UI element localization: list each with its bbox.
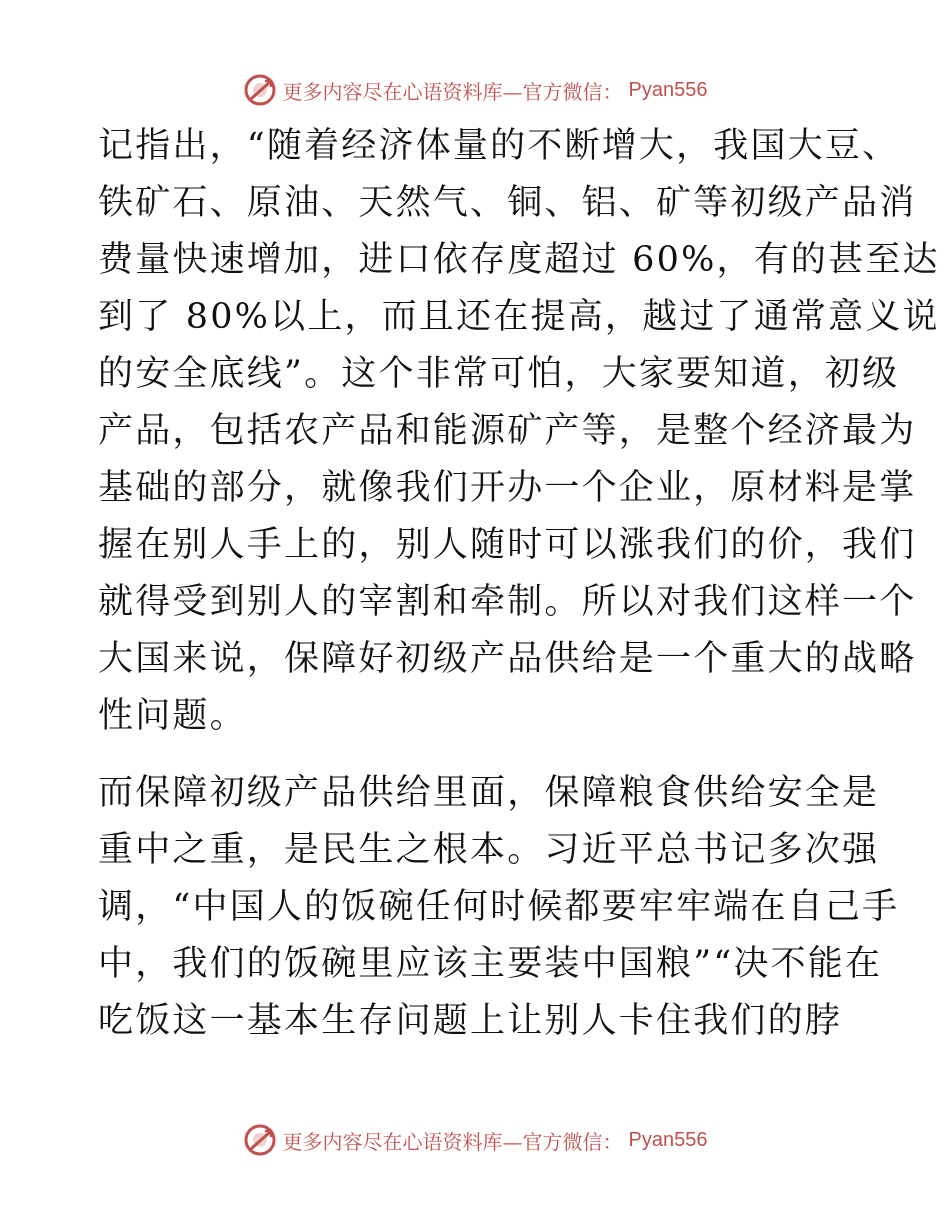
watermark-wechat-id: Pyan556 bbox=[628, 1128, 708, 1151]
text-line: 到了 80%以上，而且还在提高，越过了通常意义说 bbox=[98, 297, 940, 337]
page-footer-watermark bbox=[0, 1120, 950, 1160]
paragraph-2 bbox=[98, 765, 900, 1050]
text-line: 记指出，“随着经济体量的不断增大，我国大豆、 bbox=[98, 126, 900, 166]
text-line: 调，“中国人的饭碗任何时候都要牢牢端在自己手 bbox=[98, 887, 900, 927]
text-line: 性问题。 bbox=[98, 696, 247, 736]
watermark-text: 更多内容尽在心语资料库—官方微信： bbox=[282, 1129, 623, 1154]
text-line: 大国来说，保障好初级产品供给是一个重大的战略 bbox=[98, 639, 917, 679]
watermark-text: 更多内容尽在心语资料库—官方微信： bbox=[282, 79, 623, 104]
text-line: 而保障初级产品供给里面，保障粮食供给安全是 bbox=[98, 773, 880, 813]
text-line: 握在别人手上的，别人随时可以涨我们的价，我们 bbox=[98, 525, 917, 565]
text-line: 吃饭这一基本生存问题上让别人卡住我们的脖 bbox=[98, 1001, 843, 1041]
document-body bbox=[98, 118, 940, 1050]
text-line: 费量快速增加，进口依存度超过 60%，有的甚至达 bbox=[98, 240, 940, 280]
text-line: 产品，包括农产品和能源矿产等，是整个经济最为 bbox=[98, 411, 917, 451]
text-line: 中，我们的饭碗里应该主要装中国粮”“决不能在 bbox=[98, 944, 883, 984]
page-header-watermark bbox=[0, 70, 950, 110]
text-line: 的安全底线”。这个非常可怕，大家要知道，初级 bbox=[98, 354, 900, 394]
text-line: 重中之重，是民生之根本。习近平总书记多次强 bbox=[98, 830, 880, 870]
watermark-wechat-id: Pyan556 bbox=[628, 78, 708, 101]
text-line: 就得受到别人的宰割和牵制。所以对我们这样一个 bbox=[98, 582, 917, 622]
text-line: 基础的部分，就像我们开办一个企业，原材料是掌 bbox=[98, 468, 917, 508]
logo-icon bbox=[243, 73, 277, 107]
paragraph-spacer bbox=[98, 745, 858, 765]
text-line: 铁矿石、原油、天然气、铜、铝、矿等初级产品消 bbox=[98, 183, 917, 223]
logo-icon bbox=[243, 1123, 277, 1157]
paragraph-1 bbox=[98, 118, 940, 745]
